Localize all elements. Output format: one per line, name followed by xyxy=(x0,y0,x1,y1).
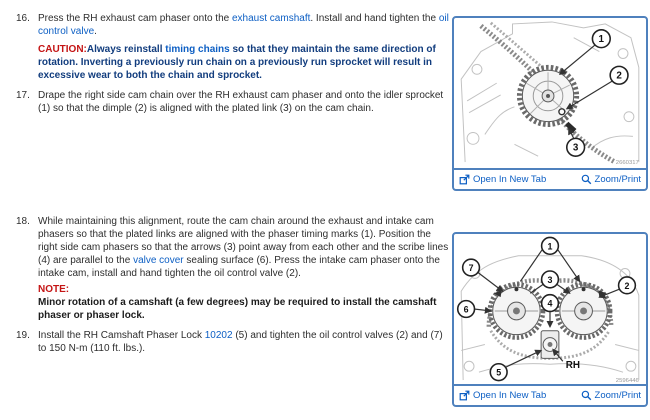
step-text xyxy=(38,329,450,355)
phaser-lock-tool-link[interactable]: 10202 xyxy=(204,330,233,341)
svg-text:7: 7 xyxy=(468,263,474,274)
callout-1 xyxy=(592,30,610,48)
timing-chains-link[interactable]: timing chains xyxy=(165,44,230,55)
caution-block xyxy=(38,43,450,82)
svg-text:3: 3 xyxy=(547,274,553,285)
exhaust-camshaft-link[interactable]: exhaust camshaft xyxy=(232,13,311,24)
dimple-mark xyxy=(559,109,565,115)
callout-2 xyxy=(619,277,636,294)
figure-panel-idler-sprocket xyxy=(452,16,648,191)
svg-text:1: 1 xyxy=(598,34,605,46)
step-text-segment: sealing surface (6). Press the intake cam phaser onto the intake cam, install and hand tighten the oil control valve (2). xyxy=(38,255,440,279)
caution-text-segment: Always reinstall xyxy=(86,44,166,55)
callout-6 xyxy=(458,301,475,318)
oil-control-valve-link[interactable]: oil control valve xyxy=(38,13,449,37)
open-in-new-tab-link[interactable] xyxy=(459,389,546,402)
open-in-new-tab-link[interactable] xyxy=(459,173,546,186)
step-18 xyxy=(16,215,450,322)
step-text-segment: (5) and tighten the oil control valves (2) and (7) to 150 N-m (110 ft. lbs.). xyxy=(38,330,443,354)
open-in-new-tab-label: Open In New Tab xyxy=(473,174,547,185)
step-number: 16. xyxy=(16,13,30,24)
zoom-print-link[interactable] xyxy=(581,389,641,402)
step-text xyxy=(38,12,450,82)
step-text xyxy=(38,89,450,115)
zoom-icon xyxy=(581,390,592,401)
zoom-print-link[interactable] xyxy=(581,173,641,186)
step-text-segment: . xyxy=(94,26,97,37)
open-in-new-tab-icon xyxy=(459,390,470,401)
zoom-icon xyxy=(581,174,592,185)
figure-toolbar xyxy=(454,384,646,405)
figure-illustration xyxy=(454,234,646,384)
step-text-segment: Install the RH Camshaft Phaser Lock xyxy=(38,330,205,341)
svg-text:3: 3 xyxy=(572,142,579,154)
caution-label: CAUTION: xyxy=(38,44,87,55)
step-text-segment: Press the RH exhaust cam phaser onto the xyxy=(38,13,232,24)
open-in-new-tab-label: Open In New Tab xyxy=(473,390,547,401)
svg-text:1: 1 xyxy=(547,241,553,252)
callout-1 xyxy=(542,237,559,254)
step-16 xyxy=(16,12,450,82)
zoom-print-label: Zoom/Print xyxy=(594,390,641,401)
step-19 xyxy=(16,329,450,355)
instructions-column xyxy=(16,12,450,362)
callout-2 xyxy=(610,66,628,84)
step-number: 18. xyxy=(16,216,30,227)
figure-id: 2596446 xyxy=(615,378,639,384)
step-text-segment: Drape the right side cam chain over the RH exhaust cam phaser and onto the idler sprocket (1) so that the dimple (2) is aligned with the plated link (3) on the cam chain. xyxy=(38,90,444,114)
callout-3 xyxy=(542,271,559,288)
figure-panel-cam-phasers xyxy=(452,232,648,407)
callout-7 xyxy=(463,259,480,276)
step-17 xyxy=(16,89,450,115)
svg-text:6: 6 xyxy=(463,304,469,315)
svg-text:5: 5 xyxy=(496,367,502,378)
figure-illustration xyxy=(454,18,646,168)
note-label: NOTE: xyxy=(38,284,70,295)
figure-toolbar xyxy=(454,168,646,189)
svg-text:2: 2 xyxy=(624,280,630,291)
zoom-print-label: Zoom/Print xyxy=(594,174,641,185)
svg-text:4: 4 xyxy=(547,298,553,309)
caution-text-segment: so that they maintain the same direction of rotation. Inverting a previously run chain on a previously run sprocket will result in excessive wear to both the chain and sprocket. xyxy=(38,44,436,81)
step-text-segment: . Install and hand tighten the xyxy=(310,13,439,24)
figure-id: 2660317 xyxy=(615,160,639,167)
figure-image[interactable] xyxy=(454,18,646,168)
step-number: 19. xyxy=(16,330,30,341)
callout-3 xyxy=(567,138,585,156)
callout-5 xyxy=(490,364,507,381)
step-text-segment: While maintaining this alignment, route the cam chain around the exhaust and intake cam phasers so that the plated links are aligned with the phaser timing marks (1). Position the right side cam phasers so that the arrows (3) point away from each other and the scribe lines (4) are parallel to the xyxy=(38,216,449,266)
figure-image[interactable] xyxy=(454,234,646,384)
svg-text:2: 2 xyxy=(616,70,622,82)
callout-4 xyxy=(542,295,559,312)
step-number: 17. xyxy=(16,90,30,101)
note-text: Minor rotation of a camshaft (a few degrees) may be required to install the camshaft phaser or phaser lock. xyxy=(38,297,437,321)
exhaust-cam-phaser xyxy=(490,284,543,337)
idler-sprocket xyxy=(519,67,576,124)
step-text xyxy=(38,215,450,322)
valve-cover-link[interactable]: valve cover xyxy=(133,255,184,266)
intake-cam-phaser xyxy=(557,284,610,337)
rh-label: RH xyxy=(565,360,581,372)
open-in-new-tab-icon xyxy=(459,174,470,185)
